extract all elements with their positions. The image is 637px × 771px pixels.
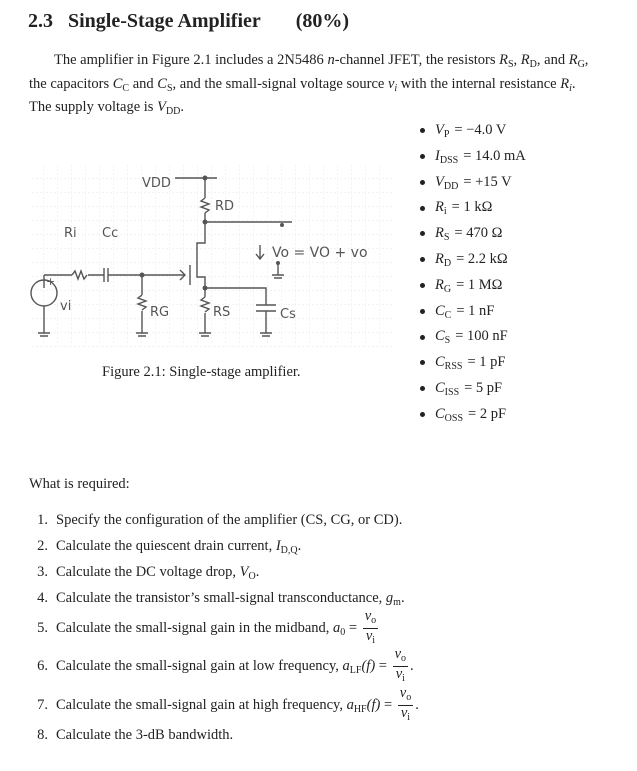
label-cs: Cs bbox=[280, 307, 296, 322]
fraction bbox=[393, 647, 408, 686]
task-item bbox=[26, 647, 414, 686]
task-end: . bbox=[400, 590, 405, 606]
denominator-subscript: i bbox=[372, 635, 376, 646]
task-end: . bbox=[410, 657, 414, 674]
parameter-value: = 1 MΩ bbox=[456, 276, 503, 293]
section-weight: (80%) bbox=[295, 10, 350, 32]
task-item bbox=[26, 564, 259, 582]
parameter-value: = 1 pF bbox=[467, 354, 506, 371]
parameter-subscript: DD bbox=[443, 180, 459, 192]
bullet-icon bbox=[420, 360, 425, 365]
parameter-subscript: C bbox=[444, 309, 452, 321]
parameter-value: = 1 kΩ bbox=[451, 199, 493, 216]
numerator-symbol: v bbox=[364, 608, 372, 624]
numerator bbox=[393, 647, 408, 667]
task-item bbox=[26, 686, 419, 725]
fraction bbox=[363, 609, 378, 648]
parameter-item bbox=[420, 199, 526, 225]
parameter-item bbox=[420, 380, 526, 406]
parameter-item bbox=[420, 277, 526, 303]
parameter-item bbox=[420, 303, 526, 329]
task-number: 7. bbox=[37, 696, 48, 713]
numerator bbox=[398, 686, 413, 706]
bullet-icon bbox=[420, 386, 425, 391]
parameter-value: = 100 nF bbox=[455, 328, 508, 345]
parameter-symbol: V bbox=[435, 173, 444, 190]
parameter-symbol: C bbox=[435, 405, 445, 422]
task-text: Calculate the quiescent drain current, bbox=[56, 538, 276, 554]
task-number: 6. bbox=[37, 657, 48, 674]
label-cc: Cc bbox=[102, 226, 119, 241]
task-symbol: V bbox=[239, 564, 249, 580]
bullet-icon bbox=[420, 257, 425, 262]
task-number: 5. bbox=[37, 619, 48, 636]
parameter-item bbox=[420, 225, 526, 251]
label-vdd: VDD bbox=[142, 176, 171, 191]
task-symbol: I bbox=[275, 538, 281, 554]
task-equals: = bbox=[375, 657, 391, 674]
parameter-symbol: C bbox=[435, 328, 445, 345]
denominator-symbol: v bbox=[395, 666, 403, 682]
parameter-value: = 1 nF bbox=[456, 302, 495, 319]
task-end: . bbox=[255, 564, 260, 580]
denominator bbox=[401, 706, 410, 725]
numerator-symbol: v bbox=[394, 646, 402, 662]
task-item bbox=[26, 609, 380, 648]
parameter-symbol: R bbox=[435, 250, 444, 267]
bullet-icon bbox=[420, 231, 425, 236]
task-argument: (f) bbox=[366, 696, 381, 713]
task-end: . bbox=[415, 696, 419, 713]
parameter-value: = 2 pF bbox=[468, 405, 507, 422]
task-subscript: D,Q bbox=[280, 545, 298, 556]
section-number: 2.3 bbox=[28, 10, 53, 32]
denominator-symbol: v bbox=[365, 628, 373, 644]
task-item bbox=[26, 538, 301, 556]
parameter-symbol: R bbox=[435, 225, 444, 242]
parameter-subscript: DSS bbox=[439, 154, 459, 166]
task-subscript: HF bbox=[353, 703, 367, 715]
denominator-symbol: v bbox=[400, 705, 408, 721]
task-text: Calculate the small-signal gain at low frequency, bbox=[56, 657, 343, 674]
task-argument: (f) bbox=[361, 657, 376, 674]
parameter-symbol: R bbox=[435, 199, 444, 216]
parameter-item bbox=[420, 122, 526, 148]
bullet-icon bbox=[420, 206, 425, 211]
parameter-subscript: G bbox=[443, 283, 452, 295]
task-symbol: a bbox=[333, 619, 341, 636]
denominator bbox=[366, 629, 375, 648]
task-subscript: O bbox=[248, 571, 256, 582]
task-text: Calculate the small-signal gain at high frequency, bbox=[56, 696, 347, 713]
task-subscript: m bbox=[393, 597, 401, 608]
parameter-subscript: ISS bbox=[444, 386, 460, 398]
bullet-icon bbox=[420, 283, 425, 288]
parameter-subscript: i bbox=[443, 206, 447, 218]
bullet-icon bbox=[420, 309, 425, 314]
task-equals: = bbox=[345, 619, 361, 636]
label-vo: Vo = VO + vo bbox=[272, 245, 368, 261]
parameter-item bbox=[420, 174, 526, 200]
task-text: Calculate the DC voltage drop, bbox=[56, 564, 240, 580]
label-plus: + bbox=[46, 275, 56, 288]
parameter-value: = 2.2 kΩ bbox=[456, 250, 508, 267]
task-subscript: 0 bbox=[340, 626, 346, 638]
label-vi: vi bbox=[60, 299, 72, 314]
label-ri: Ri bbox=[64, 226, 77, 241]
parameter-value: = 470 Ω bbox=[454, 225, 503, 242]
section-title: Single-Stage Amplifier bbox=[68, 10, 261, 32]
parameter-symbol: V bbox=[435, 122, 444, 138]
bullet-icon bbox=[420, 335, 425, 340]
task-text: Calculate the transistor’s small-signal transconductance, bbox=[56, 590, 386, 606]
fraction bbox=[398, 686, 413, 725]
parameter-symbol: C bbox=[435, 302, 445, 319]
bullet-icon bbox=[420, 412, 425, 417]
parameter-item bbox=[420, 406, 526, 432]
bullet-icon bbox=[420, 154, 425, 159]
task-number: 4. bbox=[37, 590, 48, 606]
parameter-value: = 5 pF bbox=[464, 379, 503, 396]
task-item bbox=[26, 512, 402, 529]
parameter-symbol: R bbox=[435, 276, 444, 293]
numerator-subscript: o bbox=[401, 653, 407, 664]
task-text: Specify the configuration of the amplifier (CS, CG, or CD). bbox=[56, 512, 403, 528]
parameter-subscript: S bbox=[444, 335, 451, 347]
task-text: Calculate the 3-dB bandwidth. bbox=[56, 727, 234, 743]
parameter-subscript: S bbox=[443, 232, 450, 244]
task-number: 3. bbox=[37, 564, 48, 580]
task-item bbox=[26, 590, 405, 608]
denominator-subscript: i bbox=[402, 673, 405, 684]
section-heading bbox=[28, 10, 349, 33]
bullet-icon bbox=[420, 180, 425, 185]
task-subscript: LF bbox=[349, 664, 362, 676]
required-label: What is required: bbox=[29, 476, 130, 492]
numerator-subscript: o bbox=[371, 615, 377, 626]
parameter-value: = 14.0 mA bbox=[463, 147, 526, 164]
parameter-subscript: OSS bbox=[444, 412, 464, 424]
figure-caption: Figure 2.1: Single-stage amplifier. bbox=[102, 364, 301, 380]
parameter-item bbox=[420, 328, 526, 354]
parameter-subscript: P bbox=[443, 129, 450, 140]
task-end: . bbox=[297, 538, 302, 554]
task-number: 1. bbox=[37, 512, 48, 528]
parameter-item bbox=[420, 354, 526, 380]
circuit-figure bbox=[30, 165, 392, 347]
parameter-value: = −4.0 V bbox=[454, 122, 507, 138]
numerator-symbol: v bbox=[399, 685, 407, 701]
parameter-subscript: RSS bbox=[444, 361, 463, 373]
task-number: 8. bbox=[37, 727, 48, 743]
intro-paragraph: The amplifier in Figure 2.1 includes a 2N5486 n-channel JFET, the resistors $R_S$, $R_D$, and $R_G$, the capacitors $C_C$ and $C_S$, and the small-signal voltage source $v_i$ with the internal resistance $R_i$. The supply voltage is $V_{DD}$. bbox=[29, 52, 589, 117]
parameter-list bbox=[420, 122, 526, 432]
task-text: Calculate the small-signal gain in the midband, bbox=[56, 619, 334, 636]
numerator-subscript: o bbox=[406, 692, 412, 703]
task-equals: = bbox=[380, 696, 396, 713]
parameter-subscript: D bbox=[443, 257, 452, 269]
parameter-value: = +15 V bbox=[463, 173, 512, 190]
task-item bbox=[26, 727, 233, 744]
label-rg: RG bbox=[150, 305, 170, 320]
numerator bbox=[363, 609, 378, 629]
parameter-item bbox=[420, 148, 526, 174]
parameter-symbol: C bbox=[435, 379, 445, 396]
parameter-symbol: C bbox=[435, 354, 445, 371]
label-rs: RS bbox=[213, 305, 231, 320]
denominator-subscript: i bbox=[407, 712, 411, 723]
parameter-symbol: I bbox=[435, 147, 440, 164]
bullet-icon bbox=[420, 128, 425, 133]
task-number: 2. bbox=[37, 538, 48, 554]
label-rd: RD bbox=[215, 199, 235, 214]
task-symbol: a bbox=[346, 696, 354, 713]
task-symbol: a bbox=[342, 657, 350, 674]
parameter-item bbox=[420, 251, 526, 277]
denominator bbox=[396, 667, 405, 686]
task-symbol: g bbox=[385, 590, 394, 606]
